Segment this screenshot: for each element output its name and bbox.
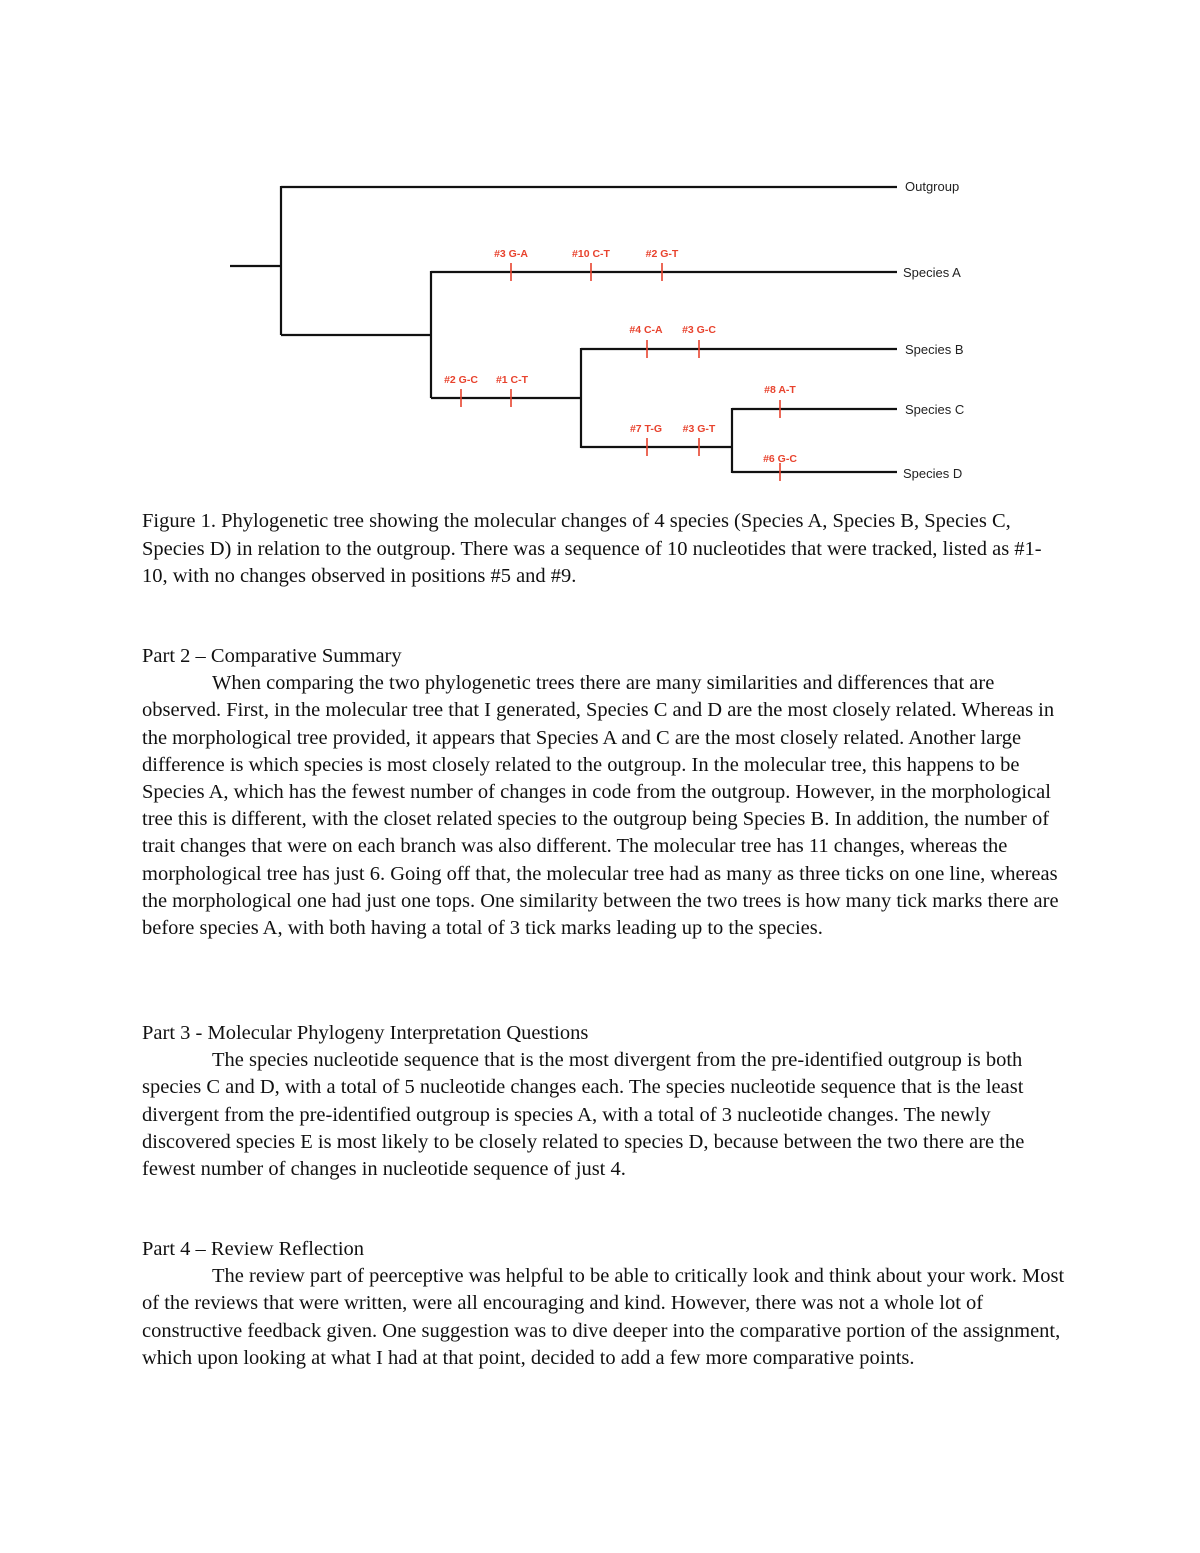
section-interpretation-questions: [142, 1020, 1072, 1183]
change-label: #1 C-T: [495, 374, 529, 386]
taxon-label-species-d: Species D: [903, 466, 963, 481]
section-body: When comparing the two phylogenetic trees there are many similarities and differences that are observed. First, in the molecular tree that I generated, Species C and D are the most closely related. Whereas in the morphological tree provided, it appears that Species A and C are the most closely related. Another large difference is which species is most closely related to the outgroup. In the molecular tree, this happens to be Species A, which has the fewest number of changes in code from the outgroup. However, in the morphological tree this is different, with the closet related species to the outgroup being Species B. In addition, the number of trait changes that were on each branch was also different. The molecular tree has 11 changes, whereas the morphological tree has just 6. Going off that, the molecular tree had as many as three ticks on one line, whereas the morphological one had just one tops. One similarity between the two trees is how many tick marks there are before species A, with both having a total of 3 tick marks leading up to the species.: [142, 672, 1059, 940]
change-label: #2 G-C: [444, 374, 478, 386]
taxon-label-species-a: Species A: [903, 265, 961, 280]
section-review-reflection: [142, 1236, 1072, 1372]
change-label: #3 G-A: [494, 248, 528, 260]
change-label: #2 G-T: [645, 248, 679, 260]
change-label: #8 A-T: [764, 384, 796, 396]
section-heading: Part 2 – Comparative Summary: [142, 645, 402, 667]
change-label: #6 G-C: [763, 453, 797, 465]
figure-caption: Figure 1. Phylogenetic tree showing the molecular changes of 4 species (Species A, Species B, Species C, Species D) in relation to the outgroup. There was a sequence of 10 nucleotides that were tracked, listed as #1-10, with no changes observed in positions #5 and #9.: [142, 510, 1042, 587]
change-label: #10 C-T: [572, 248, 610, 260]
tree-branches: [230, 186, 897, 473]
change-label: #3 G-C: [682, 324, 716, 336]
taxon-label-outgroup: Outgroup: [905, 179, 960, 194]
change-label: #7 T-G: [629, 423, 663, 435]
change-label: #3 G-T: [682, 423, 716, 435]
section-heading: Part 4 – Review Reflection: [142, 1238, 365, 1260]
change-labels: [444, 248, 797, 465]
taxon-label-species-c: Species C: [905, 402, 965, 417]
section-body: The species nucleotide sequence that is the most divergent from the pre-identified outgroup is both species C and D, with a total of 5 nucleotide changes each. The species nucleotide sequence that is the least divergent from the pre-identified outgroup is species A, with a total of 3 nucleotide changes. The newly discovered species E is most likely to be closely related to species D, because between the two there are the fewest number of changes in nucleotide sequence of just 4.: [142, 1049, 1025, 1181]
section-comparative-summary: [142, 643, 1072, 942]
change-label: #4 C-A: [629, 324, 663, 336]
section-body: The review part of peerceptive was helpful to be able to critically look and think about your work. Most of the reviews that were written, were all encouraging and kind. However, there was not a whole lot of constructive feedback given. One suggestion was to dive deeper into the comparative portion of the assignment, which upon looking at what I had at that point, decided to add a few more comparative points.: [142, 1265, 1065, 1369]
taxon-label-species-b: Species B: [905, 342, 964, 357]
phylogenetic-tree: [0, 0, 1200, 500]
section-heading: Part 3 - Molecular Phylogeny Interpretation Questions: [142, 1022, 589, 1044]
taxon-labels: [903, 179, 964, 481]
